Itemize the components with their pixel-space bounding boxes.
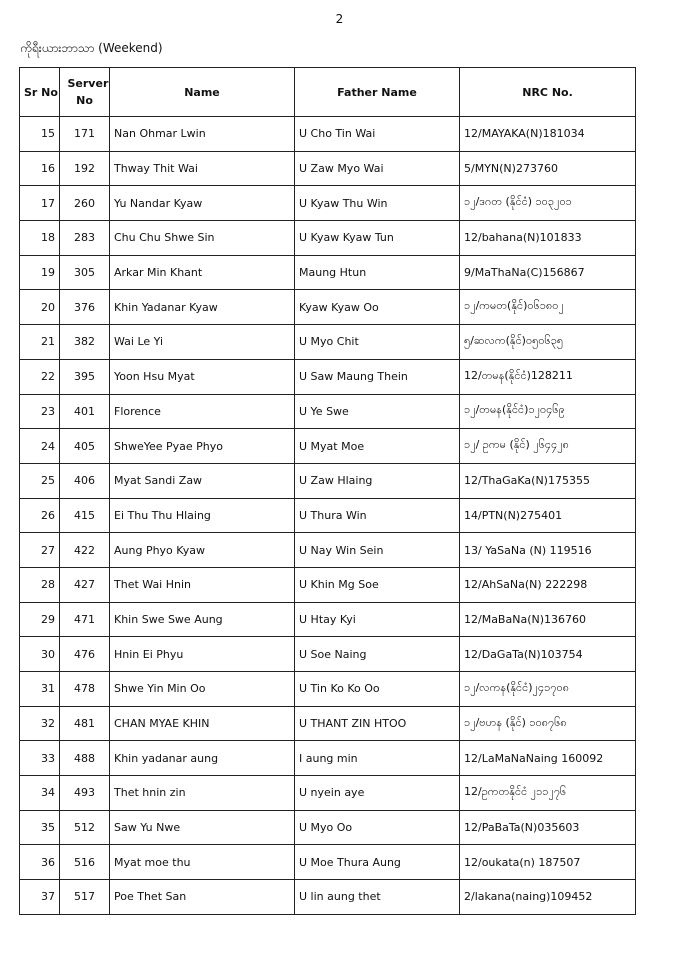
cell-name: Nan Ohmar Lwin [110, 117, 295, 152]
cell-nrc-no: 12/PaBaTa(N)035603 [460, 810, 636, 845]
cell-nrc-no: 12/AhSaNa(N) 222298 [460, 567, 636, 602]
cell-nrc-no: 14/PTN(N)275401 [460, 498, 636, 533]
cell-nrc-no: 5/MYN(N)273760 [460, 151, 636, 186]
cell-father-name: U Khin Mg Soe [295, 567, 460, 602]
cell-server-no: 422 [60, 533, 110, 568]
cell-nrc-no: 12/ThaGaKa(N)175355 [460, 463, 636, 498]
cell-father-name: U Kyaw Thu Win [295, 186, 460, 221]
cell-name: Thway Thit Wai [110, 151, 295, 186]
cell-sr-no: 37 [20, 880, 60, 915]
cell-server-no: 171 [60, 117, 110, 152]
cell-sr-no: 16 [20, 151, 60, 186]
cell-name: Myat moe thu [110, 845, 295, 880]
cell-father-name: U Moe Thura Aung [295, 845, 460, 880]
cell-nrc-no: ၅/ဆလက(နိုင်)၀၅၀၆၃၅ [460, 325, 636, 360]
cell-name: Florence [110, 394, 295, 429]
table-row [20, 394, 636, 429]
cell-nrc-no: 2/lakana(naing)109452 [460, 880, 636, 915]
cell-sr-no: 27 [20, 533, 60, 568]
cell-father-name: U Nay Win Sein [295, 533, 460, 568]
table-row [20, 672, 636, 707]
cell-sr-no: 19 [20, 255, 60, 290]
cell-server-no: 512 [60, 810, 110, 845]
cell-father-name: Kyaw Kyaw Oo [295, 290, 460, 325]
cell-server-no: 382 [60, 325, 110, 360]
column-header-father-name: Father Name [295, 68, 460, 117]
cell-father-name: U Zaw Hlaing [295, 463, 460, 498]
table-body [20, 117, 636, 915]
cell-sr-no: 26 [20, 498, 60, 533]
cell-server-no: 305 [60, 255, 110, 290]
cell-server-no: 405 [60, 429, 110, 464]
cell-name: Yu Nandar Kyaw [110, 186, 295, 221]
cell-nrc-no: 12/oukata(n) 187507 [460, 845, 636, 880]
cell-name: Wai Le Yi [110, 325, 295, 360]
cell-server-no: 488 [60, 741, 110, 776]
column-header-server-no [60, 68, 110, 117]
table-row [20, 706, 636, 741]
cell-nrc-no: ၁၂/တမန(နိုင်ငံ)၁၂၀၄၆၉ [460, 394, 636, 429]
cell-name: Ei Thu Thu Hlaing [110, 498, 295, 533]
cell-father-name: U Myo Chit [295, 325, 460, 360]
cell-father-name: U Thura Win [295, 498, 460, 533]
column-header-server-no-label: Server No [67, 77, 109, 107]
table-row [20, 325, 636, 360]
cell-nrc-no: 12/ဥကတနိုင်ငံ ၂၁၁၂၇၆ [460, 776, 636, 811]
table-row [20, 567, 636, 602]
cell-father-name: U Kyaw Kyaw Tun [295, 221, 460, 256]
cell-father-name: U Myo Oo [295, 810, 460, 845]
cell-nrc-no: 12/DaGaTa(N)103754 [460, 637, 636, 672]
cell-father-name: U Myat Moe [295, 429, 460, 464]
cell-father-name: U Ye Swe [295, 394, 460, 429]
cell-sr-no: 32 [20, 706, 60, 741]
cell-sr-no: 20 [20, 290, 60, 325]
cell-sr-no: 31 [20, 672, 60, 707]
cell-sr-no: 25 [20, 463, 60, 498]
cell-father-name: Maung Htun [295, 255, 460, 290]
cell-sr-no: 36 [20, 845, 60, 880]
cell-name: ShweYee Pyae Phyo [110, 429, 295, 464]
cell-name: Thet hnin zin [110, 776, 295, 811]
column-header-nrc-no: NRC No. [460, 68, 636, 117]
table-row [20, 255, 636, 290]
cell-name: Arkar Min Khant [110, 255, 295, 290]
list-heading: ကိုရီးယားဘာသာ (Weekend) [20, 41, 163, 55]
table-row [20, 290, 636, 325]
table-row [20, 602, 636, 637]
cell-sr-no: 35 [20, 810, 60, 845]
table-row [20, 637, 636, 672]
table-row [20, 810, 636, 845]
cell-server-no: 283 [60, 221, 110, 256]
cell-sr-no: 30 [20, 637, 60, 672]
roster-table [19, 67, 636, 915]
cell-nrc-no: ၁၂/လကန(နိုင်ငံ)၂၄၁၇၀၈ [460, 672, 636, 707]
cell-nrc-no: 12/LaMaNaNaing 160092 [460, 741, 636, 776]
cell-name: Yoon Hsu Myat [110, 359, 295, 394]
cell-nrc-no: ၁၂/ ဥကမ (နိုင်) ၂၆၄၄၂၈ [460, 429, 636, 464]
cell-name: Thet Wai Hnin [110, 567, 295, 602]
cell-server-no: 493 [60, 776, 110, 811]
table-row [20, 359, 636, 394]
cell-father-name: U Cho Tin Wai [295, 117, 460, 152]
cell-father-name: U Zaw Myo Wai [295, 151, 460, 186]
cell-nrc-no: 12/bahana(N)101833 [460, 221, 636, 256]
cell-nrc-no: 9/MaThaNa(C)156867 [460, 255, 636, 290]
cell-server-no: 260 [60, 186, 110, 221]
cell-nrc-no: 13/ YaSaNa (N) 119516 [460, 533, 636, 568]
cell-father-name: U Htay Kyi [295, 602, 460, 637]
cell-nrc-no: 12/MAYAKA(N)181034 [460, 117, 636, 152]
cell-name: Hnin Ei Phyu [110, 637, 295, 672]
cell-father-name: U Tin Ko Ko Oo [295, 672, 460, 707]
cell-name: Saw Yu Nwe [110, 810, 295, 845]
page-number: 2 [335, 12, 344, 26]
cell-name: Myat Sandi Zaw [110, 463, 295, 498]
cell-sr-no: 29 [20, 602, 60, 637]
column-header-sr-no: Sr No [20, 68, 60, 117]
cell-father-name: U THANT ZIN HTOO [295, 706, 460, 741]
table-row [20, 186, 636, 221]
cell-name: Khin yadanar aung [110, 741, 295, 776]
cell-father-name: I aung min [295, 741, 460, 776]
cell-sr-no: 21 [20, 325, 60, 360]
cell-server-no: 517 [60, 880, 110, 915]
cell-server-no: 406 [60, 463, 110, 498]
cell-server-no: 395 [60, 359, 110, 394]
cell-sr-no: 22 [20, 359, 60, 394]
cell-nrc-no: ၁၂/ဒဂတ (နိုင်ငံ) ၁၀၃၂၀၁ [460, 186, 636, 221]
cell-server-no: 401 [60, 394, 110, 429]
cell-father-name: U Saw Maung Thein [295, 359, 460, 394]
cell-name: Shwe Yin Min Oo [110, 672, 295, 707]
cell-name: Khin Swe Swe Aung [110, 602, 295, 637]
cell-sr-no: 18 [20, 221, 60, 256]
table-row [20, 498, 636, 533]
table-row [20, 429, 636, 464]
cell-sr-no: 17 [20, 186, 60, 221]
table-row [20, 776, 636, 811]
cell-nrc-no: ၁၂/ဗဟန (နိုင်) ၁၀၈၇၆၈ [460, 706, 636, 741]
cell-nrc-no: 12/တမန(နိုင်ငံ)128211 [460, 359, 636, 394]
cell-sr-no: 24 [20, 429, 60, 464]
cell-sr-no: 23 [20, 394, 60, 429]
table-row [20, 845, 636, 880]
cell-server-no: 516 [60, 845, 110, 880]
cell-name: Aung Phyo Kyaw [110, 533, 295, 568]
table-row [20, 533, 636, 568]
table-header-row [20, 68, 636, 117]
cell-sr-no: 33 [20, 741, 60, 776]
table-row [20, 151, 636, 186]
cell-server-no: 415 [60, 498, 110, 533]
cell-father-name: U lin aung thet [295, 880, 460, 915]
table-row [20, 117, 636, 152]
cell-sr-no: 15 [20, 117, 60, 152]
cell-father-name: U nyein aye [295, 776, 460, 811]
cell-name: Chu Chu Shwe Sin [110, 221, 295, 256]
cell-server-no: 478 [60, 672, 110, 707]
table-row [20, 741, 636, 776]
cell-server-no: 427 [60, 567, 110, 602]
cell-nrc-no: ၁၂/ကမတ(နိုင်)၀၆၁၈၀၂ [460, 290, 636, 325]
table-row [20, 463, 636, 498]
cell-name: Poe Thet San [110, 880, 295, 915]
cell-sr-no: 28 [20, 567, 60, 602]
cell-server-no: 192 [60, 151, 110, 186]
table-row [20, 880, 636, 915]
cell-father-name: U Soe Naing [295, 637, 460, 672]
cell-nrc-no: 12/MaBaNa(N)136760 [460, 602, 636, 637]
cell-name: CHAN MYAE KHIN [110, 706, 295, 741]
cell-server-no: 376 [60, 290, 110, 325]
cell-server-no: 476 [60, 637, 110, 672]
cell-server-no: 471 [60, 602, 110, 637]
cell-name: Khin Yadanar Kyaw [110, 290, 295, 325]
cell-server-no: 481 [60, 706, 110, 741]
column-header-name: Name [110, 68, 295, 117]
table-row [20, 221, 636, 256]
cell-sr-no: 34 [20, 776, 60, 811]
